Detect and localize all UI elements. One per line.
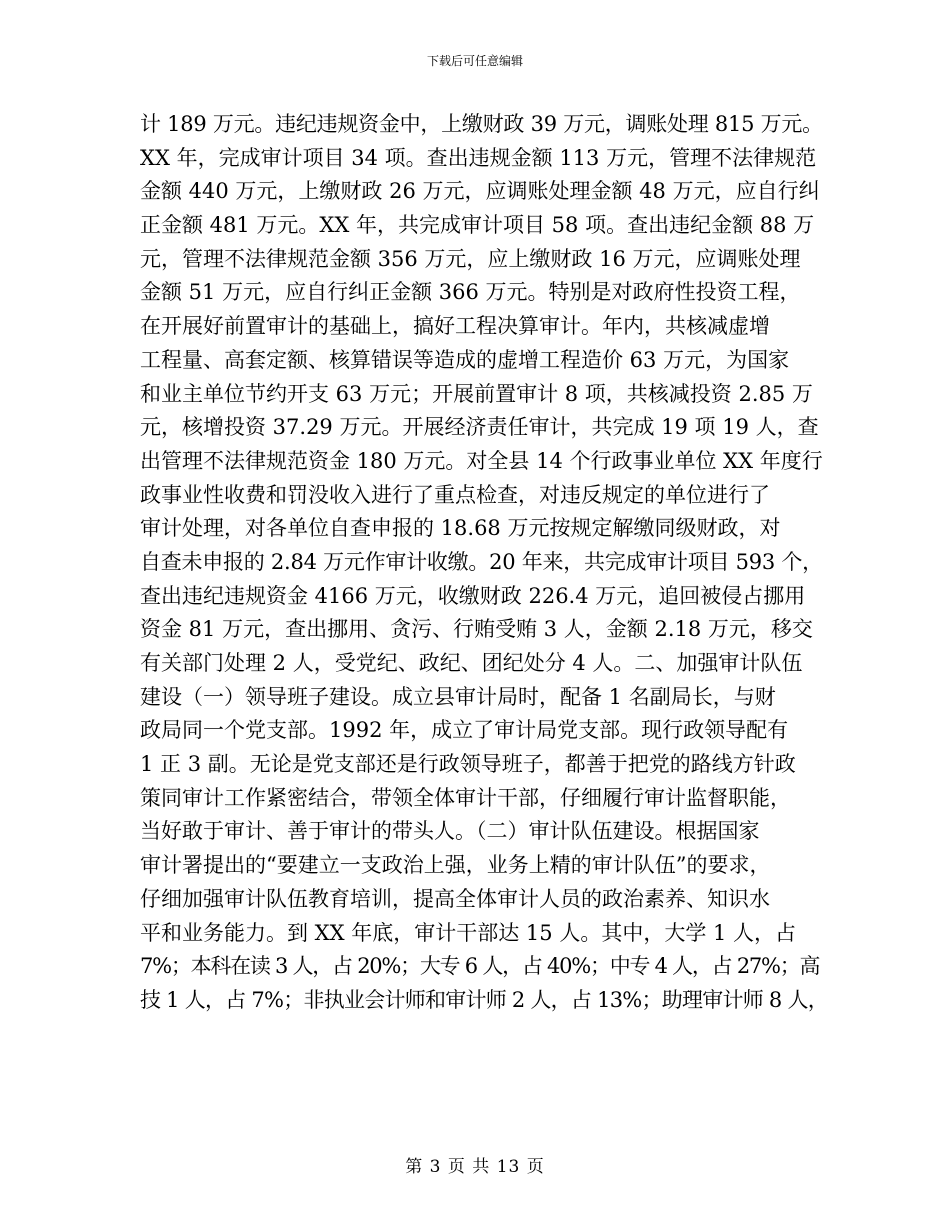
text-line: XX 年，完成审计项目 34 项。查出违规金额 113 万元，管理不法律规范 bbox=[140, 145, 817, 170]
text-line: 元，核增投资 37.29 万元。开展经济责任审计，共完成 19 项 19 人，查 bbox=[140, 415, 819, 440]
text-line: 元，管理不法律规范金额 356 万元，应上缴财政 16 万元，应调账处理 bbox=[140, 246, 801, 271]
text-line: 计 189 万元。违纪违规资金中，上缴财政 39 万元，调账处理 815 万元。 bbox=[140, 112, 823, 136]
text-line: 政局同一个党支部。1992 年，成立了审计局党支部。现行政领导配有 bbox=[140, 718, 789, 743]
text-line: 工程量、高套定额、核算错误等造成的虚增工程造价 63 万元，为国家 bbox=[140, 347, 790, 372]
text-line: 自查未申报的 2.84 万元作审计收缴。20 年来，共完成审计项目 593 个， bbox=[140, 549, 823, 574]
document-body bbox=[140, 108, 830, 1018]
text-line: 1 正 3 副。无论是党支部还是行政领导班子，都善于把党的路线方针政 bbox=[140, 752, 796, 777]
text-line: 资金 81 万元，查出挪用、贪污、行贿受贿 3 人，金额 2.18 万元，移交 bbox=[140, 617, 813, 642]
text-line: 建设（一）领导班子建设。成立县审计局时，配备 1 名副局长，与财 bbox=[140, 684, 776, 709]
text-line: 政事业性收费和罚没收入进行了重点检查，对违反规定的单位进行了 bbox=[140, 482, 770, 507]
text-line: 金额 440 万元，上缴财政 26 万元，应调账处理金额 48 万元，应自行纠 bbox=[140, 179, 820, 204]
text-line: 审计署提出的“要建立一支政治上强，业务上精的审计队伍”的要求， bbox=[140, 853, 771, 878]
text-line: 在开展好前置审计的基础上，搞好工程决算审计。年内，共核减虚增 bbox=[140, 314, 770, 339]
text-line: 7%；本科在读 3 人，占 20%；大专 6 人，占 40%；中专 4 人，占 27%；高 bbox=[140, 954, 820, 979]
text-line: 出管理不法律规范资金 180 万元。对全县 14 个行政事业单位 XX 年度行 bbox=[140, 448, 823, 473]
page-footer: 第 3 页 共 13 页 bbox=[405, 1157, 545, 1177]
text-line: 当好敢于审计、善于审计的带头人。（二）审计队伍建设。根据国家 bbox=[140, 819, 760, 844]
text-line: 正金额 481 万元。XX 年，共完成审计项目 58 项。查出违纪金额 88 万 bbox=[140, 213, 815, 238]
text-line: 平和业务能力。到 XX 年底，审计干部达 15 人。其中，大学 1 人，占 bbox=[140, 920, 797, 945]
text-line: 金额 51 万元，应自行纠正金额 366 万元。特别是对政府性投资工程， bbox=[140, 280, 801, 305]
text-line: 有关部门处理 2 人，受党纪、政纪、团纪处分 4 人。二、加强审计队伍 bbox=[140, 651, 803, 675]
text-line: 查出违纪违规资金 4166 万元，收缴财政 226.4 万元，追回被侵占挪用 bbox=[140, 583, 806, 608]
text-line: 和业主单位节约开支 63 万元；开展前置审计 8 项，共核减投资 2.85 万 bbox=[140, 381, 813, 406]
text-line: 策同审计工作紧密结合，带领全体审计干部，仔细履行审计监督职能， bbox=[140, 785, 791, 810]
page-header: 下载后可任意编辑 bbox=[426, 54, 523, 68]
text-line: 仔细加强审计队伍教育培训，提高全体审计人员的政治素养、知识水 bbox=[140, 886, 770, 911]
text-line: 审计处理，对各单位自查申报的 18.68 万元按规定解缴同级财政，对 bbox=[140, 516, 781, 541]
text-line: 技 1 人，占 7%；非执业会计师和审计师 2 人，占 13%；助理审计师 8 人， bbox=[140, 987, 828, 1012]
